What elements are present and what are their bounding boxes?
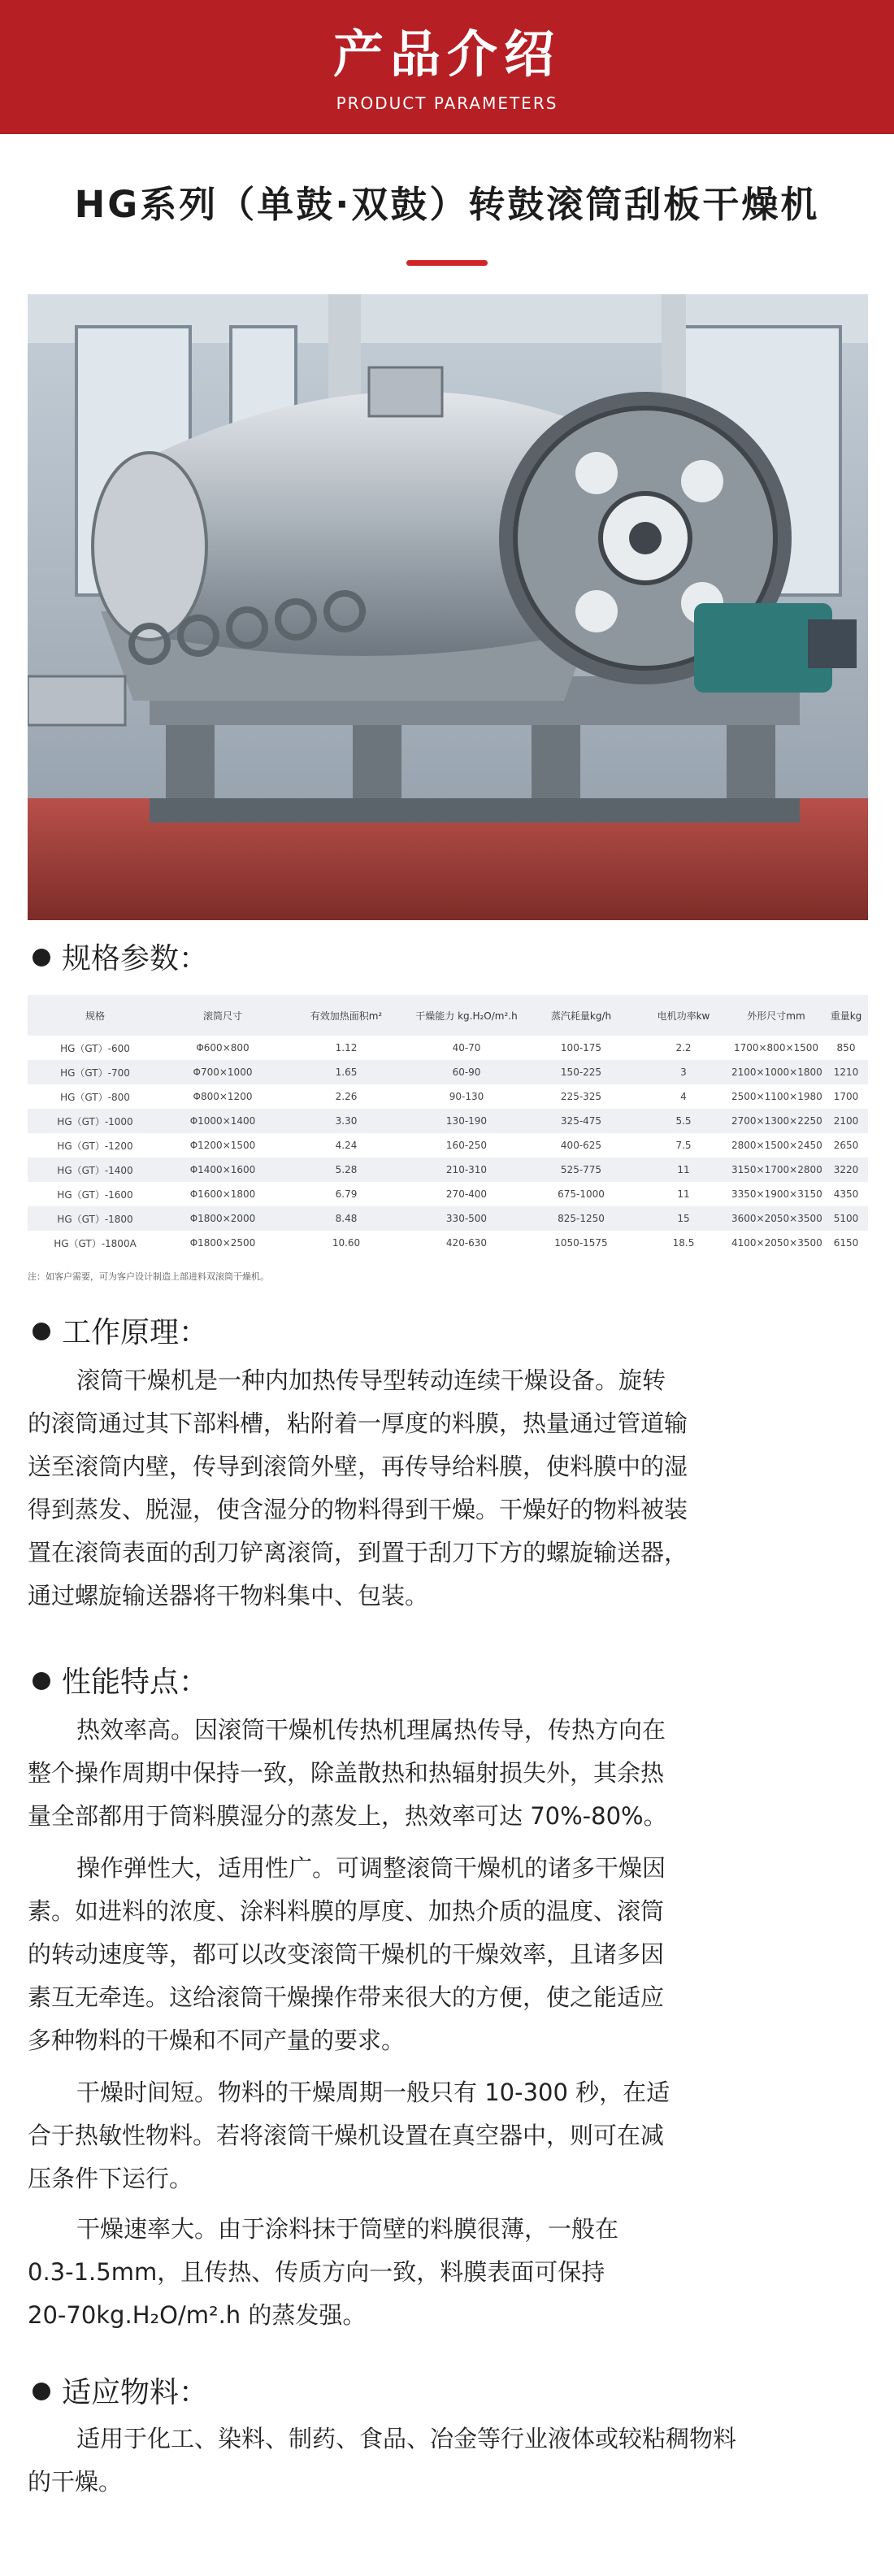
spec-cell: Φ700×1000	[163, 1060, 283, 1084]
feature-efficiency-paragraph	[28, 1709, 868, 1838]
product-photo	[28, 294, 868, 920]
spec-cell: 11	[639, 1158, 728, 1182]
specs-heading-text: 规格参数：	[62, 942, 209, 975]
spec-cell: 1.12	[283, 1036, 410, 1060]
spec-cell: 160-250	[410, 1133, 523, 1158]
materials-line: 的干燥。	[28, 2468, 123, 2496]
spec-cell: 18.5	[639, 1231, 728, 1255]
spec-cell: HG（GT）-600	[28, 1036, 163, 1060]
spec-cell: HG（GT）-1000	[28, 1109, 163, 1133]
spec-cell: Φ600×800	[163, 1036, 283, 1060]
feature-line: 的转动速度等，都可以改变滚筒干燥机的干燥效率，且诸多因	[28, 1940, 665, 1968]
header-subtitle: PRODUCT PARAMETERS	[336, 93, 558, 113]
spec-cell: 525-775	[523, 1158, 639, 1182]
bullet-icon	[33, 949, 50, 967]
spec-cell: 400-625	[523, 1133, 639, 1158]
spec-header-cell: 外形尺寸mm	[728, 995, 824, 1036]
spec-cell: 3220	[824, 1158, 868, 1182]
spec-cell: 270-400	[410, 1182, 523, 1206]
spec-row	[28, 1060, 868, 1084]
principle-paragraph	[28, 1359, 868, 1618]
spec-header-cell: 蒸汽耗量kg/h	[523, 995, 639, 1036]
bullet-icon	[33, 2383, 50, 2400]
spec-table-body	[28, 995, 868, 1255]
drum-dryer-illustration	[28, 294, 868, 920]
header-banner	[0, 0, 894, 134]
spec-cell: 4100×2050×3500	[728, 1231, 824, 1255]
spec-cell: 130-190	[410, 1109, 523, 1133]
spec-cell: 8.48	[283, 1206, 410, 1231]
spec-header-cell: 有效加热面积m²	[283, 995, 410, 1036]
spec-cell: 11	[639, 1182, 728, 1206]
feature-line: 热效率高。因滚筒干燥机传热机理属热传导，传热方向在	[76, 1716, 666, 1744]
feature-line: 0.3-1.5mm，且传热、传质方向一致，料膜表面可保持	[28, 2258, 605, 2286]
spec-cell: 1700×800×1500	[728, 1036, 824, 1060]
feature-line: 压条件下运行。	[28, 2165, 193, 2192]
spec-cell: 850	[824, 1036, 868, 1060]
spec-cell: 4	[639, 1084, 728, 1109]
materials-heading	[33, 2375, 208, 2411]
spec-header-cell: 干燥能力 kg.H₂O/m².h	[410, 995, 523, 1036]
spec-cell: 6150	[824, 1231, 868, 1255]
spec-cell: 4.24	[283, 1133, 410, 1158]
materials-heading-text: 适应物料：	[62, 2376, 209, 2409]
spec-row	[28, 1231, 868, 1255]
spec-row	[28, 1206, 868, 1231]
spec-cell: 40-70	[410, 1036, 523, 1060]
spec-cell: 675-1000	[523, 1182, 639, 1206]
spec-cell: 2.26	[283, 1084, 410, 1109]
spec-cell: 10.60	[283, 1231, 410, 1255]
features-heading	[33, 1665, 208, 1701]
spec-cell: 2650	[824, 1133, 868, 1158]
principle-line: 得到蒸发、脱湿，使含湿分的物料得到干燥。干燥好的物料被装	[28, 1496, 688, 1523]
spec-cell: 5.28	[283, 1158, 410, 1182]
spec-row	[28, 1109, 868, 1133]
spec-cell: 90-130	[410, 1084, 523, 1109]
spec-cell: Φ1800×2500	[163, 1231, 283, 1255]
spec-cell: 1700	[824, 1084, 868, 1109]
feature-time-paragraph	[28, 2071, 868, 2200]
spec-row	[28, 1133, 868, 1158]
principle-line: 送至滚筒内壁，传导到滚筒外壁，再传导给料膜，使料膜中的湿	[28, 1453, 688, 1480]
spec-cell: HG（GT）-1200	[28, 1133, 163, 1158]
spec-cell: 7.5	[639, 1133, 728, 1158]
spec-cell: 2500×1100×1980	[728, 1084, 824, 1109]
spec-cell: 3600×2050×3500	[728, 1206, 824, 1231]
principle-heading	[33, 1315, 208, 1351]
bullet-icon	[33, 1672, 50, 1690]
feature-line: 合于热敏性物料。若将滚筒干燥机设置在真空器中，则可在减	[28, 2122, 665, 2149]
spec-cell: 2100×1000×1800	[728, 1060, 824, 1084]
spec-cell: 150-225	[523, 1060, 639, 1084]
spec-cell: Φ1000×1400	[163, 1109, 283, 1133]
specs-heading	[33, 941, 208, 977]
spec-note: 注：如客户需要，可为客户设计制造上部进料双滚筒干燥机。	[28, 1271, 269, 1282]
principle-line: 滚筒干燥机是一种内加热传导型转动连续干燥设备。旋转	[76, 1366, 666, 1394]
spec-row	[28, 1036, 868, 1060]
spec-header-row	[28, 995, 868, 1036]
feature-line: 操作弹性大，适用性广。可调整滚筒干燥机的诸多干燥因	[76, 1854, 666, 1882]
principle-heading-text: 工作原理：	[62, 1316, 209, 1349]
spec-row	[28, 1182, 868, 1206]
feature-line: 干燥速率大。由于涂料抹于筒壁的料膜很薄，一般在	[76, 2215, 619, 2243]
spec-header-cell: 电机功率kw	[639, 995, 728, 1036]
spec-table	[28, 995, 868, 1255]
principle-line: 通过螺旋输送器将干物料集中、包装。	[28, 1582, 429, 1609]
spec-row	[28, 1158, 868, 1182]
spec-cell: 2800×1500×2450	[728, 1133, 824, 1158]
feature-rate-paragraph	[28, 2208, 868, 2337]
spec-cell: 330-500	[410, 1206, 523, 1231]
spec-cell: 4350	[824, 1182, 868, 1206]
feature-line: 素互无牵连。这给滚筒干燥操作带来很大的方便，使之能适应	[28, 1983, 665, 2011]
spec-cell: 1210	[824, 1060, 868, 1084]
spec-cell: 420-630	[410, 1231, 523, 1255]
spec-cell: 3	[639, 1060, 728, 1084]
spec-cell: 3.30	[283, 1109, 410, 1133]
spec-cell: 60-90	[410, 1060, 523, 1084]
feature-flexibility-paragraph	[28, 1847, 868, 2062]
spec-cell: Φ1600×1800	[163, 1182, 283, 1206]
spec-cell: Φ1200×1500	[163, 1133, 283, 1158]
feature-line: 素。如进料的浓度、涂料料膜的厚度、加热介质的温度、滚筒	[28, 1897, 665, 1925]
spec-cell: 3150×1700×2800	[728, 1158, 824, 1182]
spec-cell: Φ1400×1600	[163, 1158, 283, 1182]
feature-line: 20-70kg.H₂O/m².h 的蒸发强。	[28, 2301, 367, 2329]
spec-header-cell: 规格	[28, 995, 163, 1036]
spec-cell: 1.65	[283, 1060, 410, 1084]
spec-cell: HG（GT）-800	[28, 1084, 163, 1109]
spec-cell: HG（GT）-1800	[28, 1206, 163, 1231]
principle-line: 的滚筒通过其下部料槽，粘附着一厚度的料膜，热量通过管道输	[28, 1410, 688, 1437]
spec-cell: Φ800×1200	[163, 1084, 283, 1109]
feature-line: 整个操作周期中保持一致，除盖散热和热辐射损失外，其余热	[28, 1759, 665, 1787]
materials-line: 适用于化工、染料、制药、食品、冶金等行业液体或较粘稠物料	[76, 2425, 737, 2452]
spec-cell: 100-175	[523, 1036, 639, 1060]
spec-header-cell: 滚筒尺寸	[163, 995, 283, 1036]
spec-cell: 2100	[824, 1109, 868, 1133]
spec-cell: HG（GT）-1400	[28, 1158, 163, 1182]
spec-cell: 6.79	[283, 1182, 410, 1206]
spec-cell: HG（GT）-1600	[28, 1182, 163, 1206]
feature-line: 多种物料的干燥和不同产量的要求。	[28, 2026, 406, 2054]
features-heading-text: 性能特点：	[62, 1666, 209, 1699]
spec-cell: HG（GT）-700	[28, 1060, 163, 1084]
spec-cell: 225-325	[523, 1084, 639, 1109]
bullet-icon	[33, 1323, 50, 1340]
spec-cell: 2.2	[639, 1036, 728, 1060]
feature-line: 量全部都用于筒料膜湿分的蒸发上，热效率可达 70%-80%。	[28, 1802, 667, 1830]
title-underline	[406, 260, 488, 266]
product-title: HG系列（单鼓·双鼓）转鼓滚筒刮板干燥机	[74, 183, 820, 226]
spec-cell: 5.5	[639, 1109, 728, 1133]
spec-cell: 2700×1300×2250	[728, 1109, 824, 1133]
spec-cell: 3350×1900×3150	[728, 1182, 824, 1206]
principle-line: 置在滚筒表面的刮刀铲离滚筒，到置于刮刀下方的螺旋输送器，	[28, 1539, 688, 1566]
spec-cell: 15	[639, 1206, 728, 1231]
spec-cell: Φ1800×2000	[163, 1206, 283, 1231]
spec-cell: 5100	[824, 1206, 868, 1231]
spec-cell: 325-475	[523, 1109, 639, 1133]
spec-row	[28, 1084, 868, 1109]
spec-cell: 210-310	[410, 1158, 523, 1182]
spec-cell: HG（GT）-1800A	[28, 1231, 163, 1255]
materials-paragraph	[28, 2417, 868, 2504]
spec-header-cell: 重量kg	[824, 995, 868, 1036]
spec-cell: 1050-1575	[523, 1231, 639, 1255]
header-title: 产品介绍	[332, 24, 561, 84]
feature-line: 干燥时间短。物料的干燥周期一般只有 10-300 秒，在适	[76, 2079, 670, 2106]
spec-cell: 825-1250	[523, 1206, 639, 1231]
